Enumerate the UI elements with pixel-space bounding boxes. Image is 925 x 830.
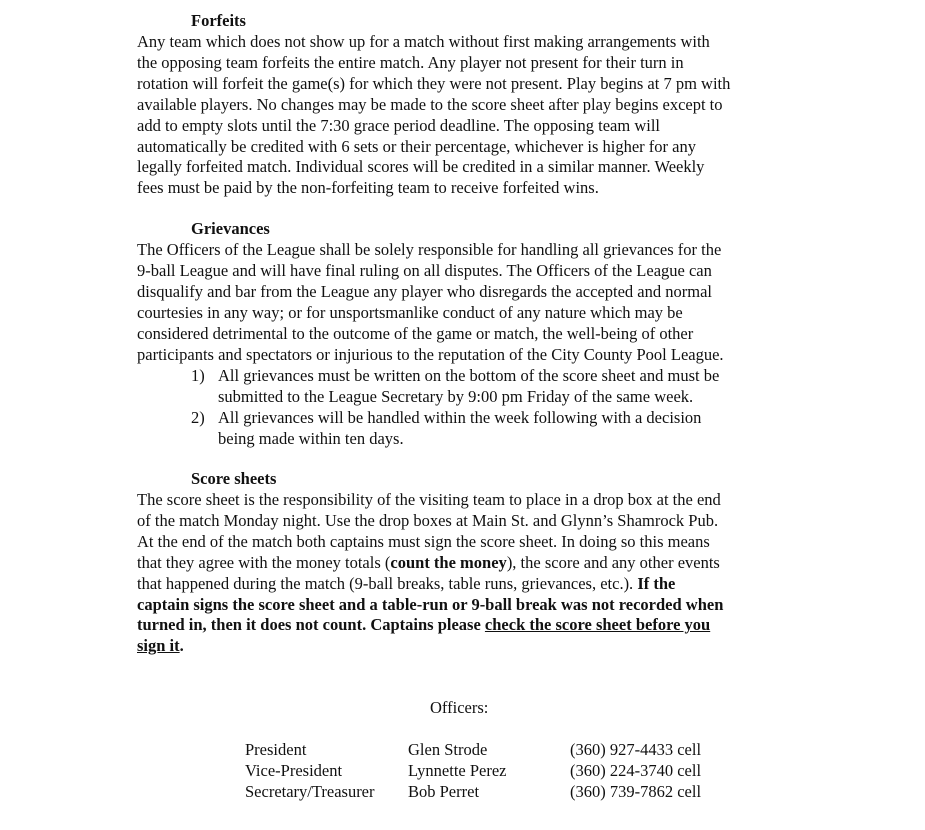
text-line: Any team which does not show up for a match without first making arrangements with <box>137 32 710 51</box>
text-line: fees must be paid by the non-forfeiting team to receive forfeited wins. <box>137 178 599 198</box>
text-line: the opposing team forfeits the entire match. Any player not present for their turn in <box>137 52 684 72</box>
text-line: participants and spectators or injurious to the reputation of the City County Pool League. <box>137 344 724 364</box>
officers-table <box>245 740 740 803</box>
list-number: 1) <box>191 366 205 385</box>
officer-phone: (360) 927-4433 cell <box>570 740 702 759</box>
score-sheets-heading: Score sheets <box>191 469 277 488</box>
officer-row <box>245 782 740 803</box>
underlined-text: check the score sheet before you <box>484 615 711 635</box>
officer-phone: (360) 224-3740 cell <box>570 760 702 780</box>
list-item <box>191 408 791 450</box>
officer-name: Lynnette Perez <box>408 760 507 780</box>
text-line: All grievances will be handled within the week following with a decision <box>218 407 702 427</box>
bold-text: captain signs the score sheet and a table-run or 9-ball break was not recorded when <box>137 594 724 614</box>
text-line: 9-ball League and will have final ruling on all disputes. The Officers of the League can <box>137 260 712 280</box>
text-fragment: ), the score and any other events <box>506 552 720 572</box>
text-line: considered detrimental to the outcome of the game or match, the well-being of other <box>137 323 694 343</box>
officer-name: Bob Perret <box>408 781 480 801</box>
forfeits-paragraph <box>137 32 797 199</box>
officer-row <box>245 740 740 761</box>
officer-role: President <box>245 740 307 759</box>
forfeits-heading: Forfeits <box>191 11 246 30</box>
grievances-paragraph <box>137 240 797 365</box>
text-line <box>137 574 797 595</box>
text-line: submitted to the League Secretary by 9:00 pm Friday of the same week. <box>218 386 694 406</box>
text-fragment: that they agree with the money totals ( <box>137 552 391 572</box>
officer-phone: (360) 739-7862 cell <box>570 781 702 801</box>
text-line: The score sheet is the responsibility of the visiting team to place in a drop box at the end <box>137 490 721 509</box>
text-line <box>137 636 797 657</box>
bold-text: If the <box>637 573 676 593</box>
text-line: legally forfeited match. Individual scores will be credited in a similar manner. Weekly <box>137 157 705 177</box>
grievances-heading: Grievances <box>191 219 270 238</box>
text-line: disqualify and bar from the League any player who disregards the accepted and normal <box>137 281 712 301</box>
officer-name: Glen Strode <box>408 740 488 759</box>
bold-text: turned in, then it does not count. Captains please <box>137 615 485 635</box>
text-line <box>137 595 797 616</box>
text-line: At the end of the match both captains must sign the score sheet. In doing so this means <box>137 531 710 551</box>
text-line <box>137 615 797 636</box>
text-line: available players. No changes may be made to the score sheet after play begins except to <box>137 94 723 114</box>
officer-row <box>245 761 740 782</box>
text-line: of the match Monday night. Use the drop boxes at Main St. and Glynn’s Shamrock Pub. <box>137 510 719 530</box>
grievances-list <box>191 366 791 450</box>
bold-text: . <box>179 636 184 656</box>
officer-role: Secretary/Treasurer <box>245 781 375 801</box>
text-line: rotation will forfeit the game(s) for which they were not present. Play begins at 7 pm with <box>137 73 731 93</box>
bold-text: count the money <box>390 552 507 572</box>
score-sheets-paragraph <box>137 490 797 657</box>
text-line: All grievances must be written on the bottom of the score sheet and must be <box>218 366 720 385</box>
text-line: automatically be credited with 6 sets or their percentage, whichever is higher for any <box>137 136 696 156</box>
text-line: courtesies in any way; or for unsportsmanlike conduct of any nature which may be <box>137 302 683 322</box>
text-line: being made within ten days. <box>218 428 404 448</box>
text-line <box>137 553 797 574</box>
officer-role: Vice-President <box>245 760 343 780</box>
officers-heading: Officers: <box>430 698 489 717</box>
text-line: The Officers of the League shall be solely responsible for handling all grievances for the <box>137 240 722 259</box>
list-item <box>191 366 791 408</box>
text-line: add to empty slots until the 7:30 grace period deadline. The opposing team will <box>137 115 661 135</box>
underlined-text: sign it <box>137 636 180 656</box>
text-fragment: that happened during the match (9-ball breaks, table runs, grievances, etc.). <box>137 573 638 593</box>
list-number: 2) <box>191 407 205 427</box>
